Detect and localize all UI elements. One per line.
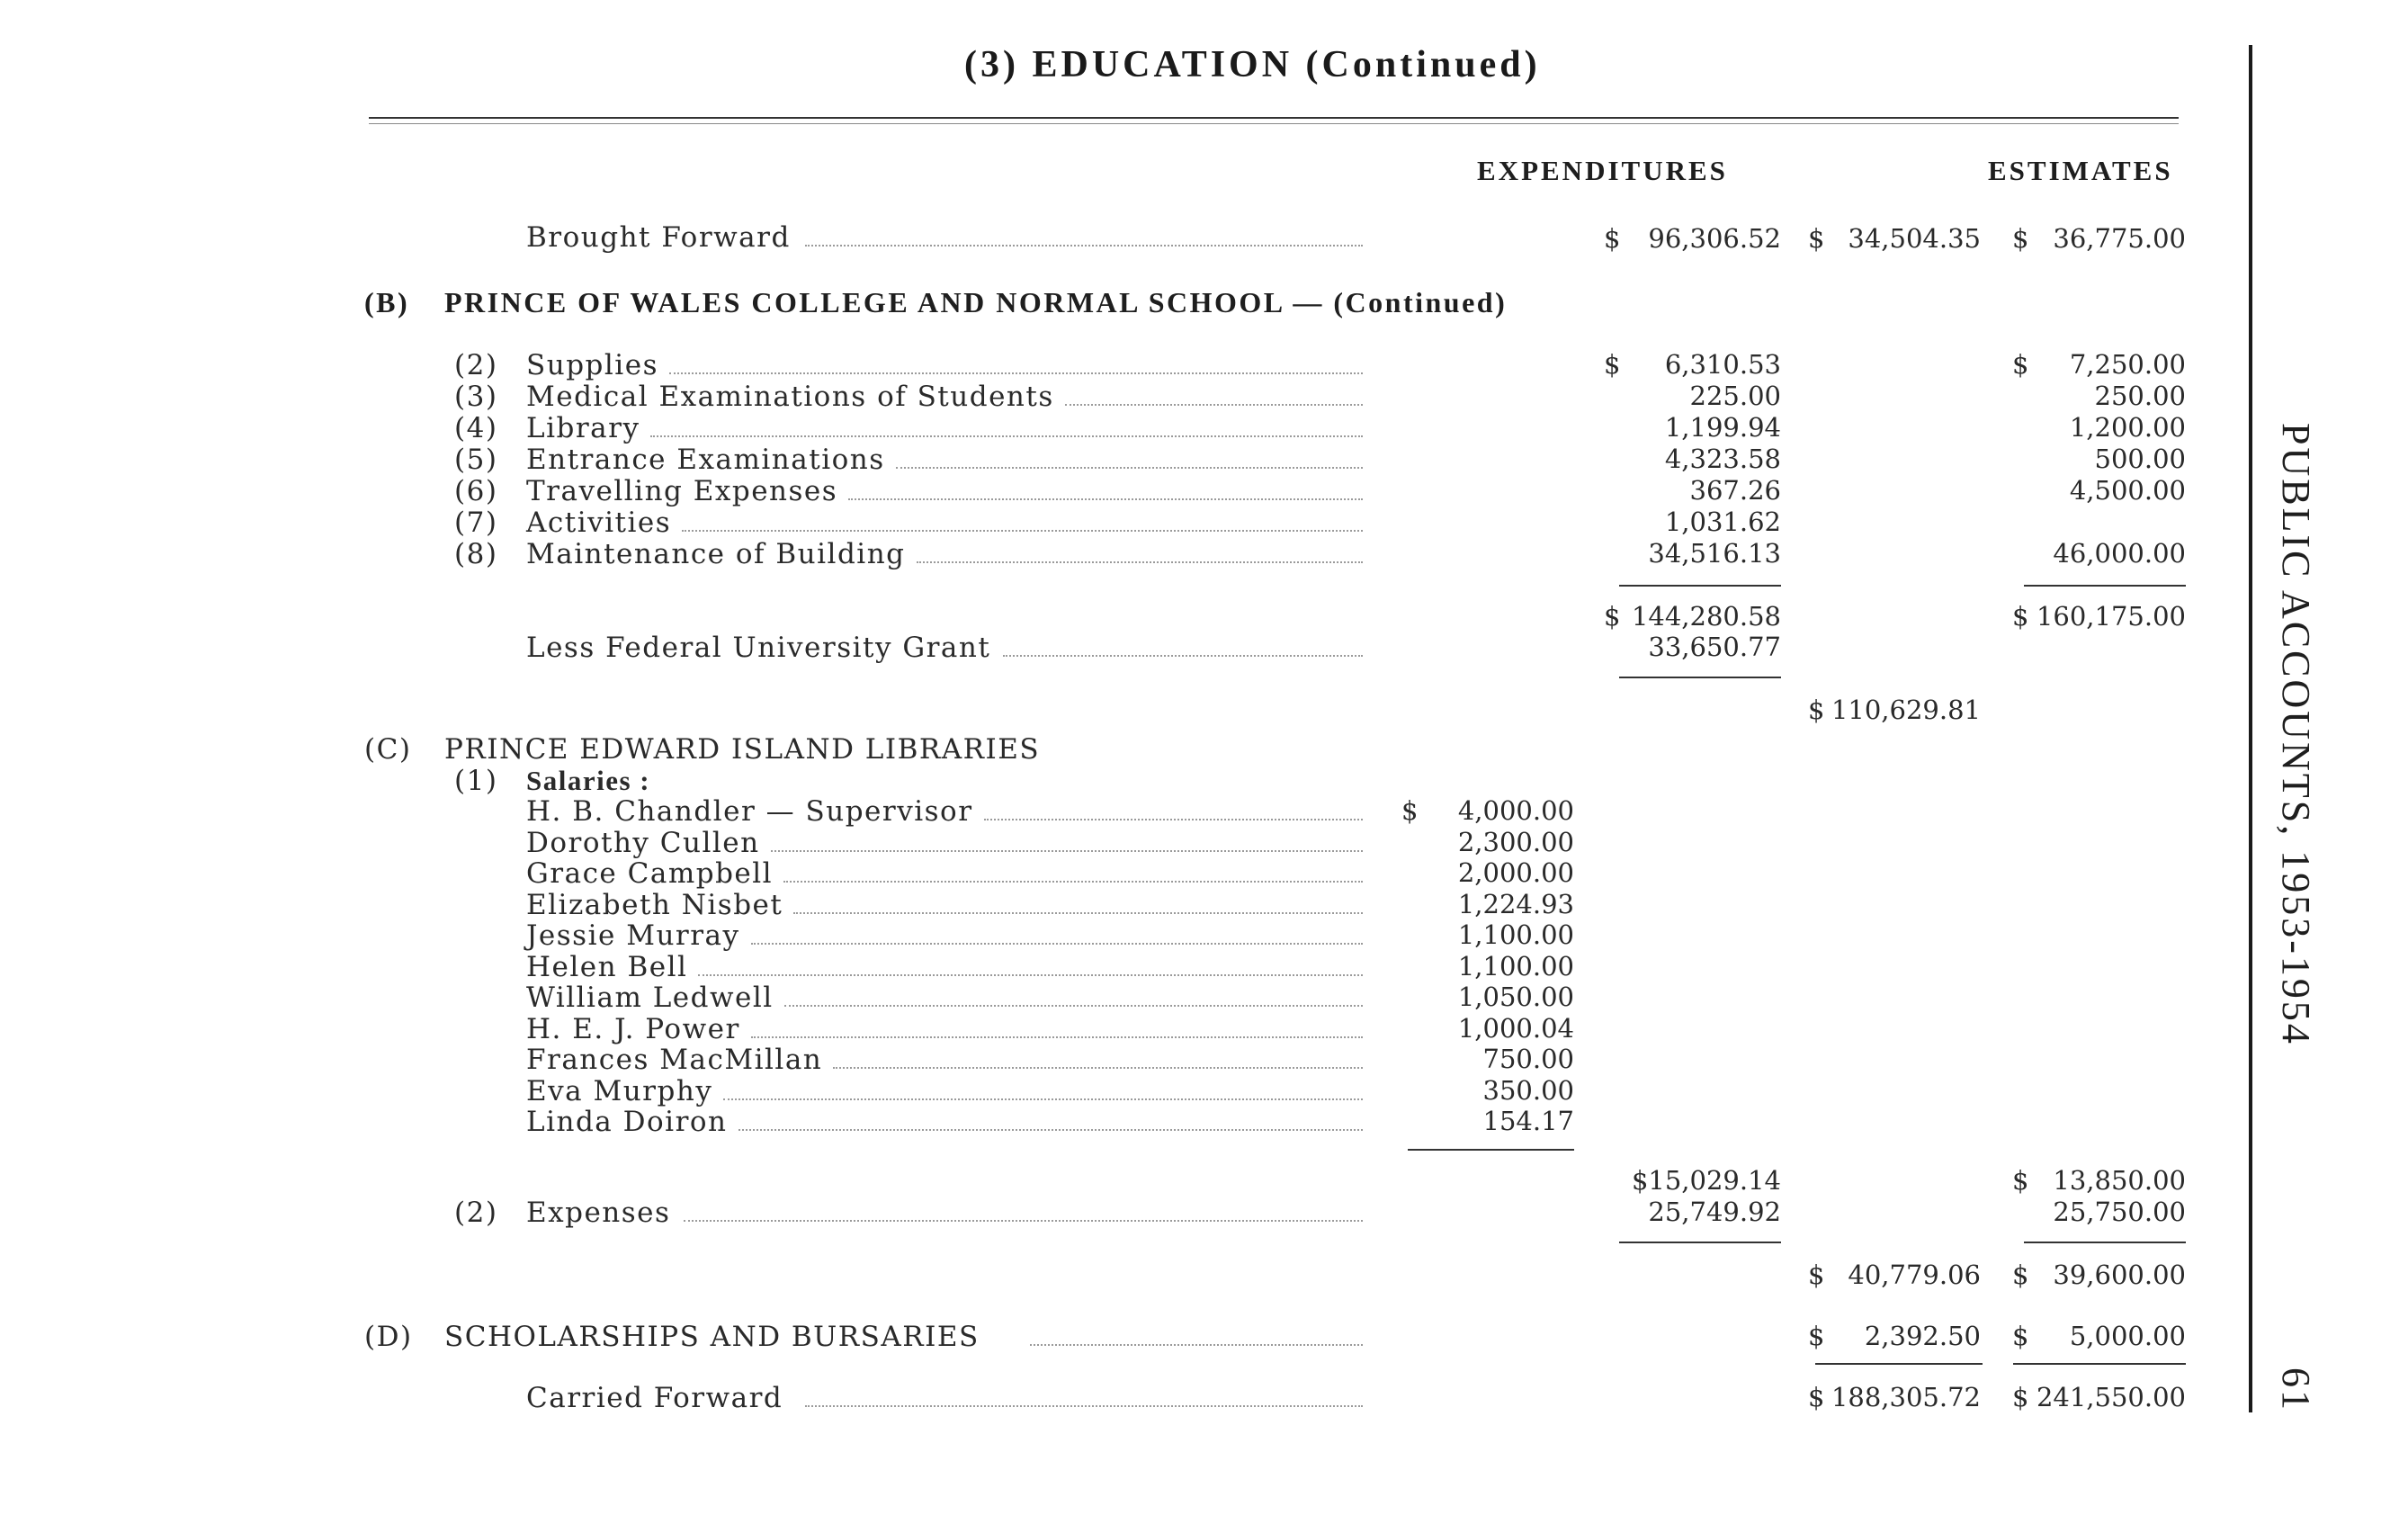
leader-dots	[1065, 404, 1363, 406]
item-number: (3)	[454, 381, 498, 413]
item-expenditure: 4,323.58	[1664, 444, 1781, 474]
expenses-rule-exp	[1619, 1242, 1781, 1243]
item-expenditure: 367.26	[1689, 475, 1781, 506]
salary-amount: 1,100.00	[1457, 951, 1574, 982]
section-c-marker: (C)	[364, 733, 412, 766]
salary-amount: 4,000.00	[1457, 795, 1574, 826]
leader-dots	[739, 1129, 1363, 1131]
salary-amount: 2,300.00	[1457, 827, 1574, 857]
currency-sign: $	[2012, 1321, 2029, 1351]
section-d-title: SCHOLARSHIPS AND BURSARIES	[444, 1321, 980, 1353]
currency-sign: $	[2012, 601, 2029, 632]
currency-sign: $	[1604, 223, 1621, 254]
running-head: PUBLIC ACCOUNTS, 1953-1954	[2274, 423, 2318, 1046]
header-rule-top	[369, 117, 2179, 119]
page-title: (3) EDUCATION (Continued)	[964, 44, 1541, 85]
section-d-marker: (D)	[364, 1321, 413, 1353]
leader-dots	[650, 435, 1363, 437]
section-b-subtotal-exp: 144,280.58	[1631, 601, 1781, 632]
carried-forward-est: 241,550.00	[2036, 1382, 2186, 1412]
section-d-exp: 2,392.50	[1864, 1321, 1981, 1351]
leader-dots	[833, 1067, 1363, 1069]
item-number: (8)	[454, 538, 498, 570]
item-label: Travelling Expenses	[526, 475, 838, 507]
section-c-sub1-num: (1)	[454, 765, 498, 797]
item-estimate: 1,200.00	[2069, 412, 2186, 443]
leader-dots	[682, 530, 1363, 532]
salary-name: Eva Murphy	[526, 1075, 713, 1107]
item-label: Maintenance of Building	[526, 538, 906, 570]
salary-name: William Ledwell	[526, 982, 774, 1014]
salaries-total: $15,029.14	[1631, 1165, 1781, 1196]
header-rule-bottom	[369, 123, 2179, 124]
salary-name: H. E. J. Power	[526, 1013, 740, 1045]
brought-forward-exp2: 34,504.35	[1848, 223, 1981, 254]
item-number: (6)	[454, 475, 498, 507]
currency-sign: $	[1808, 1382, 1825, 1412]
currency-sign: $	[2012, 223, 2029, 254]
currency-sign: $	[1808, 1321, 1825, 1351]
salary-amount: 2,000.00	[1457, 857, 1574, 888]
leader-dots	[684, 1220, 1363, 1222]
less-grant-label: Less Federal University Grant	[526, 632, 991, 664]
leader-dots	[771, 850, 1363, 852]
brought-forward-label: Brought Forward	[526, 221, 791, 254]
salary-name: Linda Doiron	[526, 1106, 728, 1138]
salary-amount: 154.17	[1482, 1106, 1574, 1136]
item-expenditure: 1,199.94	[1664, 412, 1781, 443]
item-estimate: 46,000.00	[2053, 538, 2186, 569]
currency-sign: $	[1604, 349, 1621, 380]
section-c-total-est: 39,600.00	[2053, 1260, 2186, 1290]
section-c-sub1-label: Salaries :	[526, 765, 651, 796]
item-number: (2)	[454, 349, 498, 381]
salaries-rule	[1408, 1149, 1574, 1151]
less-grant-rule	[1619, 677, 1781, 678]
subtotal-rule-est	[2024, 585, 2186, 587]
leader-dots	[1003, 655, 1363, 657]
item-expenditure: 225.00	[1689, 381, 1781, 411]
leader-dots	[917, 561, 1363, 563]
item-expenditure: 34,516.13	[1648, 538, 1781, 569]
salary-amount: 1,100.00	[1457, 919, 1574, 950]
salary-name: Elizabeth Nisbet	[526, 889, 783, 921]
item-estimate: 4,500.00	[2069, 475, 2186, 506]
brought-forward-exp1: 96,306.52	[1648, 223, 1781, 254]
leader-dots	[751, 943, 1363, 945]
item-number: (7)	[454, 507, 498, 539]
currency-sign: $	[1808, 1260, 1825, 1290]
section-b-net: 110,629.81	[1831, 695, 1981, 725]
leader-dots	[984, 819, 1363, 820]
section-c-sub2-num: (2)	[454, 1197, 498, 1229]
brought-forward-est: 36,775.00	[2053, 223, 2186, 254]
less-grant-amount: 33,650.77	[1648, 632, 1781, 662]
salaries-estimate: 13,850.00	[2053, 1165, 2186, 1196]
item-expenditure: 6,310.53	[1664, 349, 1781, 380]
salary-name: Dorothy Cullen	[526, 827, 760, 859]
item-estimate: 250.00	[2094, 381, 2186, 411]
leader-dots	[805, 1405, 1363, 1407]
item-number: (4)	[454, 412, 498, 444]
currency-sign: $	[2012, 1382, 2029, 1412]
currency-sign: $	[2012, 1260, 2029, 1290]
item-label: Entrance Examinations	[526, 444, 885, 476]
item-label: Activities	[526, 507, 672, 539]
expenses-label: Expenses	[526, 1197, 671, 1229]
leader-dots	[783, 881, 1363, 883]
item-number: (5)	[454, 444, 498, 476]
item-label: Library	[526, 412, 640, 444]
salary-name: H. B. Chandler — Supervisor	[526, 795, 973, 828]
item-estimate: 500.00	[2094, 444, 2186, 474]
subtotal-rule-exp	[1619, 585, 1781, 587]
item-expenditure: 1,031.62	[1664, 507, 1781, 537]
currency-sign: $	[2012, 1165, 2029, 1196]
section-b-marker: (B)	[364, 286, 410, 318]
leader-dots	[1030, 1344, 1363, 1346]
column-header-expenditures: EXPENDITURES	[1477, 155, 1728, 186]
leader-dots	[805, 245, 1363, 247]
carried-forward-exp: 188,305.72	[1831, 1382, 1981, 1412]
currency-sign: $	[1808, 223, 1825, 254]
salary-name: Helen Bell	[526, 951, 688, 983]
currency-sign: $	[1401, 795, 1419, 826]
salary-name: Frances MacMillan	[526, 1044, 823, 1076]
section-c-title: PRINCE EDWARD ISLAND LIBRARIES	[444, 733, 1041, 766]
leader-dots	[669, 372, 1363, 374]
salary-name: Grace Campbell	[526, 857, 774, 890]
page-number: 61	[2274, 1367, 2318, 1412]
expenses-exp: 25,749.92	[1648, 1197, 1781, 1227]
leader-dots	[848, 498, 1363, 500]
right-margin-rule	[2249, 45, 2252, 1412]
salary-amount: 1,050.00	[1457, 982, 1574, 1012]
leader-dots	[698, 974, 1363, 976]
item-label: Supplies	[526, 349, 658, 381]
salary-amount: 1,224.93	[1457, 889, 1574, 919]
salary-amount: 1,000.04	[1457, 1013, 1574, 1044]
leader-dots	[784, 1005, 1363, 1007]
section-b-title: PRINCE OF WALES COLLEGE AND NORMAL SCHOOL — (Continued)	[444, 286, 1508, 318]
salary-amount: 750.00	[1482, 1044, 1574, 1074]
expenses-rule-est	[2024, 1242, 2186, 1243]
currency-sign: $	[1808, 695, 1825, 725]
leader-dots	[723, 1098, 1363, 1100]
salary-name: Jessie Murray	[526, 919, 740, 952]
currency-sign: $	[1604, 601, 1621, 632]
salary-amount: 350.00	[1482, 1075, 1574, 1106]
item-label: Medical Examinations of Students	[526, 381, 1054, 413]
section-d-est: 5,000.00	[2069, 1321, 2186, 1351]
leader-dots	[751, 1036, 1363, 1038]
leader-dots	[896, 467, 1363, 469]
currency-sign: $	[2012, 349, 2029, 380]
column-header-estimates: ESTIMATES	[1988, 155, 2173, 186]
section-b-subtotal-est: 160,175.00	[2036, 601, 2186, 632]
section-d-rule-est	[2013, 1363, 2186, 1365]
item-estimate: 7,250.00	[2069, 349, 2186, 380]
expenses-est: 25,750.00	[2053, 1197, 2186, 1227]
section-c-total-exp: 40,779.06	[1848, 1260, 1981, 1290]
section-d-rule-exp	[1815, 1363, 1983, 1365]
leader-dots	[793, 912, 1363, 914]
carried-forward-label: Carried Forward	[526, 1382, 783, 1414]
